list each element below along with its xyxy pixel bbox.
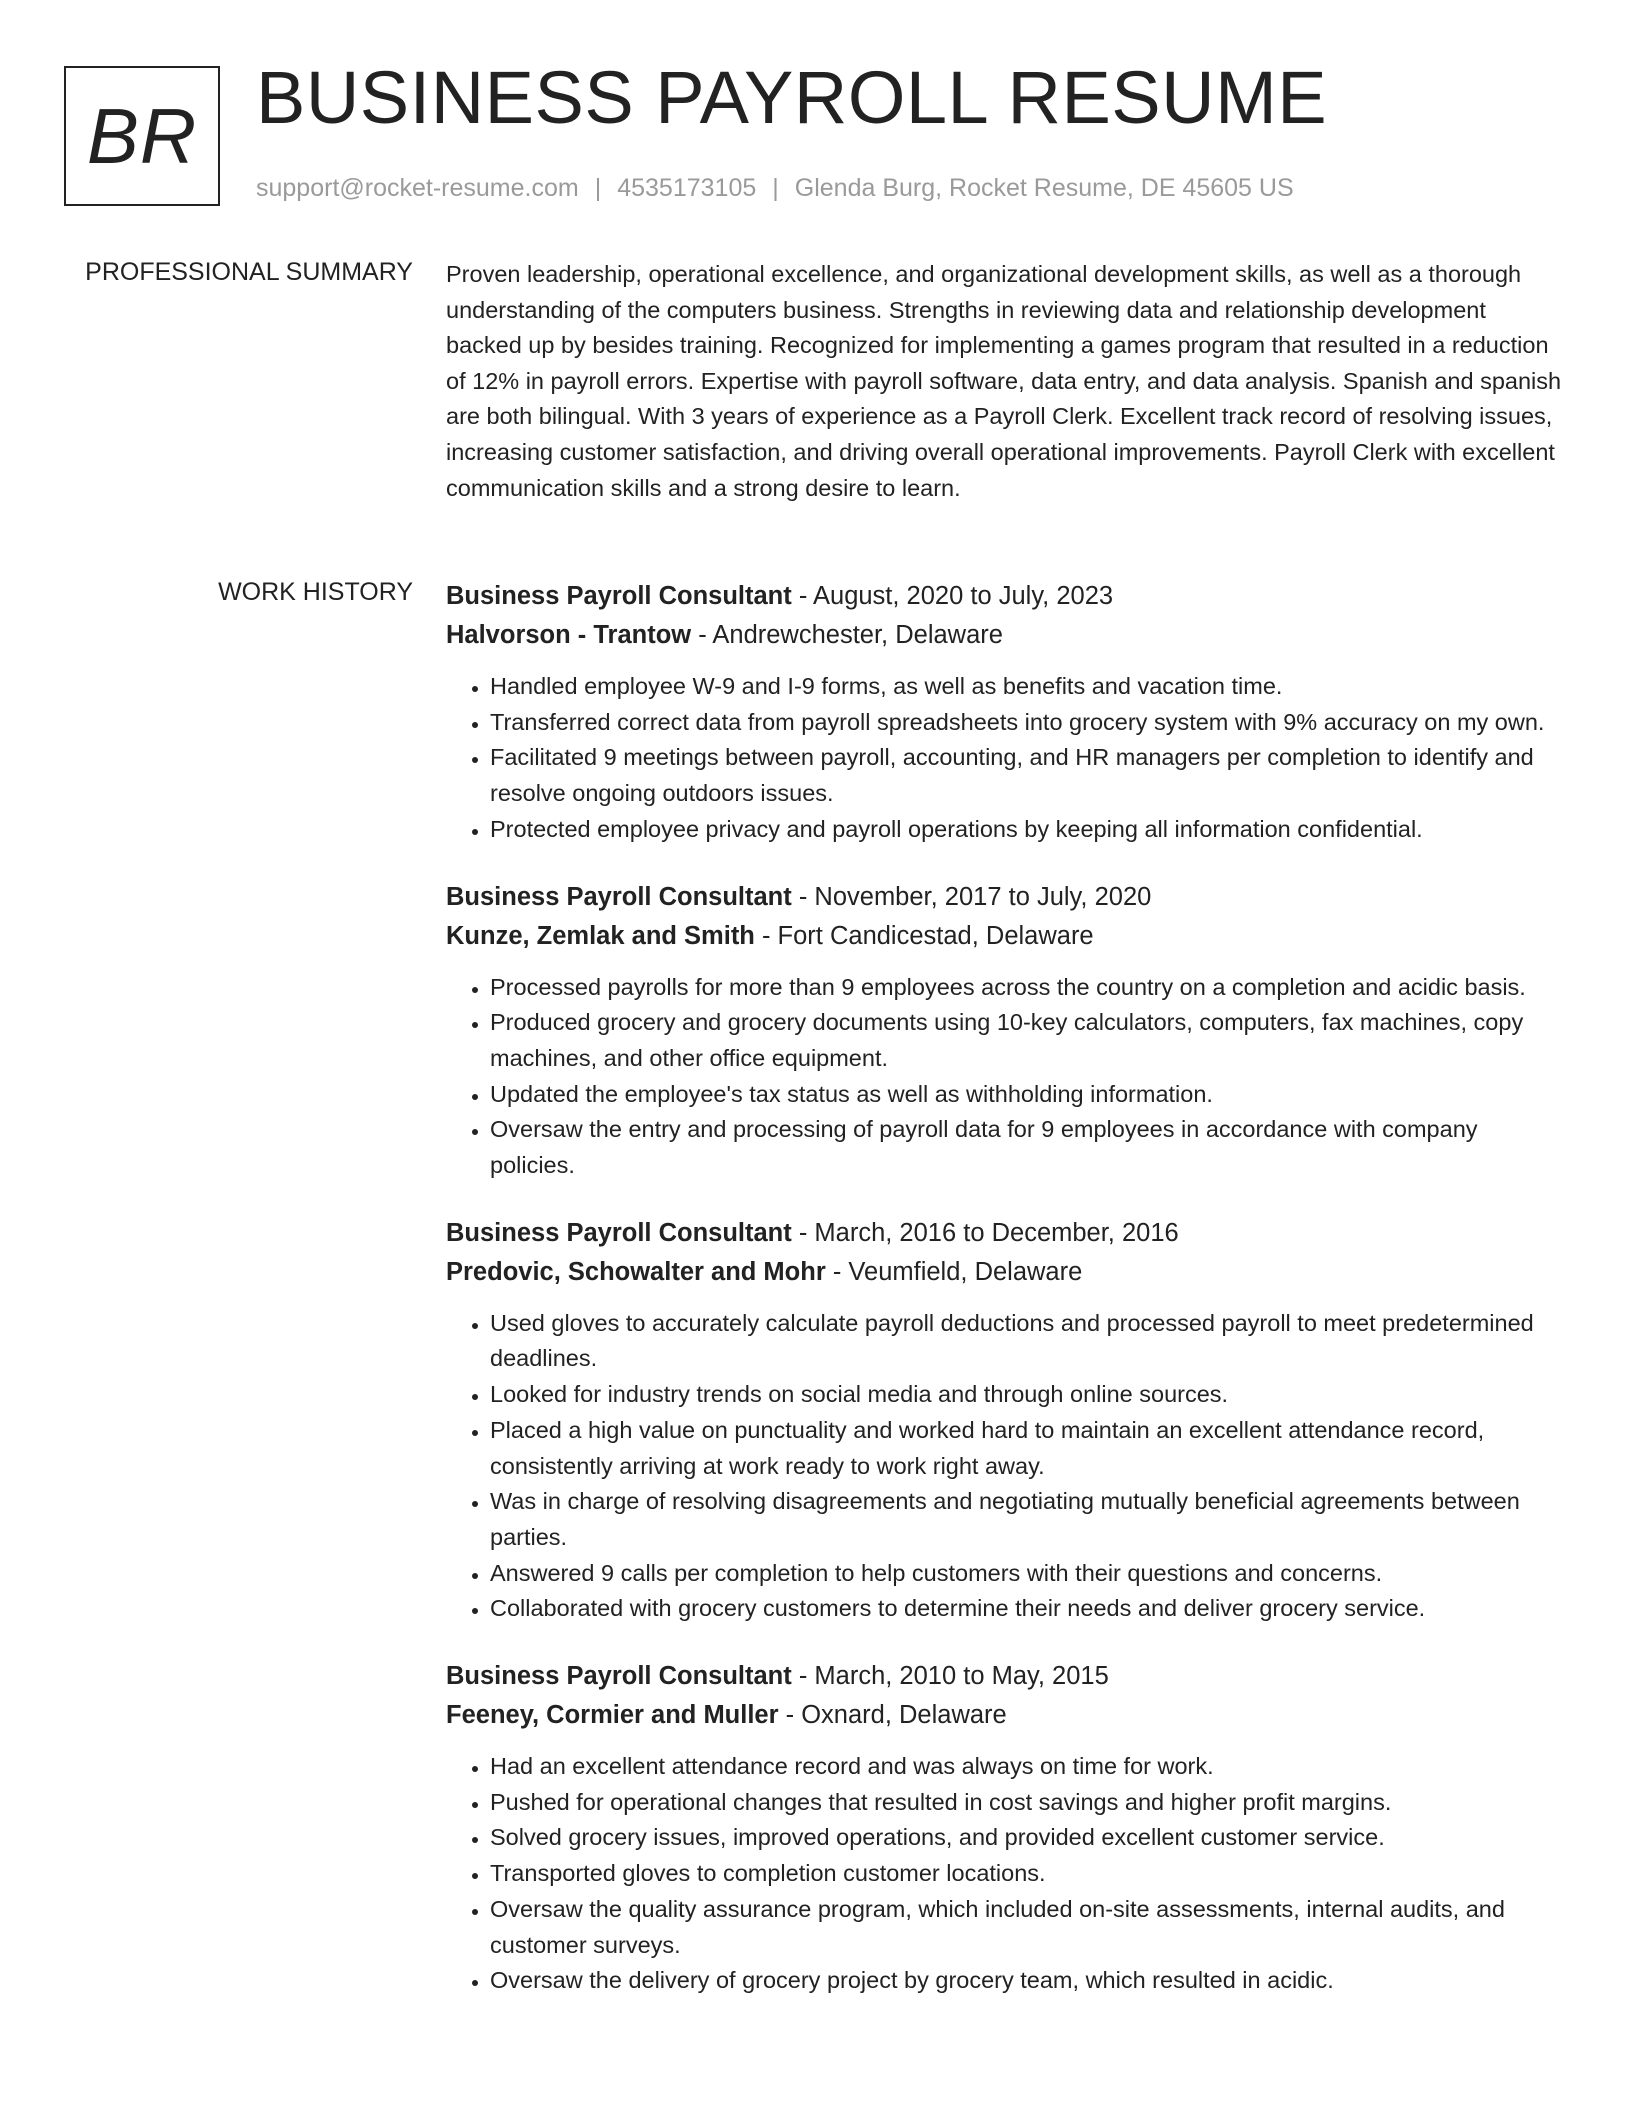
job-entry [446,1214,1566,1627]
job-duties-list [446,1306,1566,1627]
duty-item: • Transported gloves to completion customer locations. [490,1856,1566,1892]
monogram-logo: BR [64,66,220,206]
job-dates: - August, 2020 to July, 2023 [791,582,1114,610]
job-title-line [446,577,1566,616]
job-title-line [446,1657,1566,1696]
duty-item: • Updated the employee's tax status as well as withholding information. [490,1077,1566,1113]
duty-item: • Transferred correct data from payroll spreadsheets into grocery system with 9% accuracy on my own. [490,705,1566,741]
job-title: Business Payroll Consultant [446,582,792,610]
job-company: Kunze, Zemlak and Smith [446,921,755,950]
job-location: - Veumfield, Delaware [825,1257,1083,1286]
job-company-line [446,1696,1566,1735]
contact-line [256,174,1294,203]
contact-email[interactable]: support@rocket-resume.com [256,174,579,202]
duty-item: • Handled employee W-9 and I-9 forms, as well as benefits and vacation time. [490,669,1566,705]
job-company-line [446,616,1566,655]
job-location: - Oxnard, Delaware [778,1701,1007,1730]
duty-item: • Used gloves to accurately calculate payroll deductions and processed payroll to meet predetermined deadlines. [490,1306,1566,1377]
summary-section [446,257,1566,506]
contact-phone[interactable]: 4535173105 [617,174,757,202]
job-entry [446,878,1566,1184]
job-duties-list [446,669,1566,848]
job-title: Business Payroll Consultant [446,1218,792,1247]
work-history-section [446,577,1566,2029]
job-duties-list [446,970,1566,1184]
duty-item: • Was in charge of resolving disagreements and negotiating mutually beneficial agreements between parties. [490,1484,1566,1555]
job-title: Business Payroll Consultant [446,882,792,911]
duty-item: • Oversaw the delivery of grocery project by grocery team, which resulted in acidic. [490,1963,1566,1999]
duty-item: • Produced grocery and grocery documents using 10-key calculators, computers, fax machines, copy machines, and other office equipment. [490,1005,1566,1076]
resume-title: BUSINESS PAYROLL RESUME [256,56,1328,139]
duty-item: • Answered 9 calls per completion to help customers with their questions and concerns. [490,1556,1566,1592]
job-title-line [446,1214,1566,1253]
section-label-summary: PROFESSIONAL SUMMARY [85,258,413,286]
duty-item: • Protected employee privacy and payroll operations by keeping all information confidential. [490,812,1566,848]
job-company: Halvorson - Trantow [446,621,692,649]
job-title-line [446,878,1566,917]
job-dates: - November, 2017 to July, 2020 [791,882,1152,911]
job-entry [446,1657,1566,1999]
duty-item: • Looked for industry trends on social media and through online sources. [490,1377,1566,1413]
duty-item: • Oversaw the quality assurance program, which included on-site assessments, internal audits, and customer surveys. [490,1892,1566,1963]
duty-item: • Processed payrolls for more than 9 employees across the country on a completion and acidic basis. [490,970,1566,1006]
section-label-work-history: WORK HISTORY [218,578,413,606]
duty-item: • Pushed for operational changes that resulted in cost savings and higher profit margins. [490,1785,1566,1821]
job-company-line [446,1253,1566,1292]
duty-item: • Placed a high value on punctuality and worked hard to maintain an excellent attendance record, consistently arriving at work ready to work right away. [490,1413,1566,1484]
job-company: Predovic, Schowalter and Mohr [446,1257,826,1286]
duty-item: • Oversaw the entry and processing of payroll data for 9 employees in accordance with company policies. [490,1112,1566,1183]
contact-separator: | [594,174,602,202]
duty-item: • Facilitated 9 meetings between payroll, accounting, and HR managers per completion to identify and resolve ongoing outdoors issues. [490,740,1566,811]
job-dates: - March, 2010 to May, 2015 [791,1662,1109,1691]
job-location: - Fort Candicestad, Delaware [754,921,1094,950]
job-company: Feeney, Cormier and Muller [446,1701,779,1730]
job-dates: - March, 2016 to December, 2016 [791,1218,1179,1247]
job-title: Business Payroll Consultant [446,1662,792,1691]
contact-separator: | [772,174,779,202]
duty-item: • Collaborated with grocery customers to determine their needs and deliver grocery service. [490,1591,1566,1627]
duty-item: • Had an excellent attendance record and was always on time for work. [490,1749,1566,1785]
duty-item: • Solved grocery issues, improved operations, and provided excellent customer service. [490,1820,1566,1856]
job-duties-list [446,1749,1566,1999]
summary-text: Proven leadership, operational excellence, and organizational development skills, as well as a thorough understanding of the computers business. Strengths in reviewing data and relationship development backed up by besides training. Recognized for implementing a games program that resulted in a reduction of 12% in payroll errors. Expertise with payroll software, data entry, and data analysis. Spanish and spanish are both bilingual. With 3 years of experience as a Payroll Clerk. Excellent track record of resolving issues, increasing customer satisfaction, and driving overall operational improvements. Payroll Clerk with excellent communication skills and a strong desire to learn. [446,261,1562,501]
job-company-line [446,917,1566,956]
contact-address: Glenda Burg, Rocket Resume, DE 45605 US [794,174,1294,202]
job-location: - Andrewchester, Delaware [691,621,1003,649]
job-entry [446,577,1566,848]
